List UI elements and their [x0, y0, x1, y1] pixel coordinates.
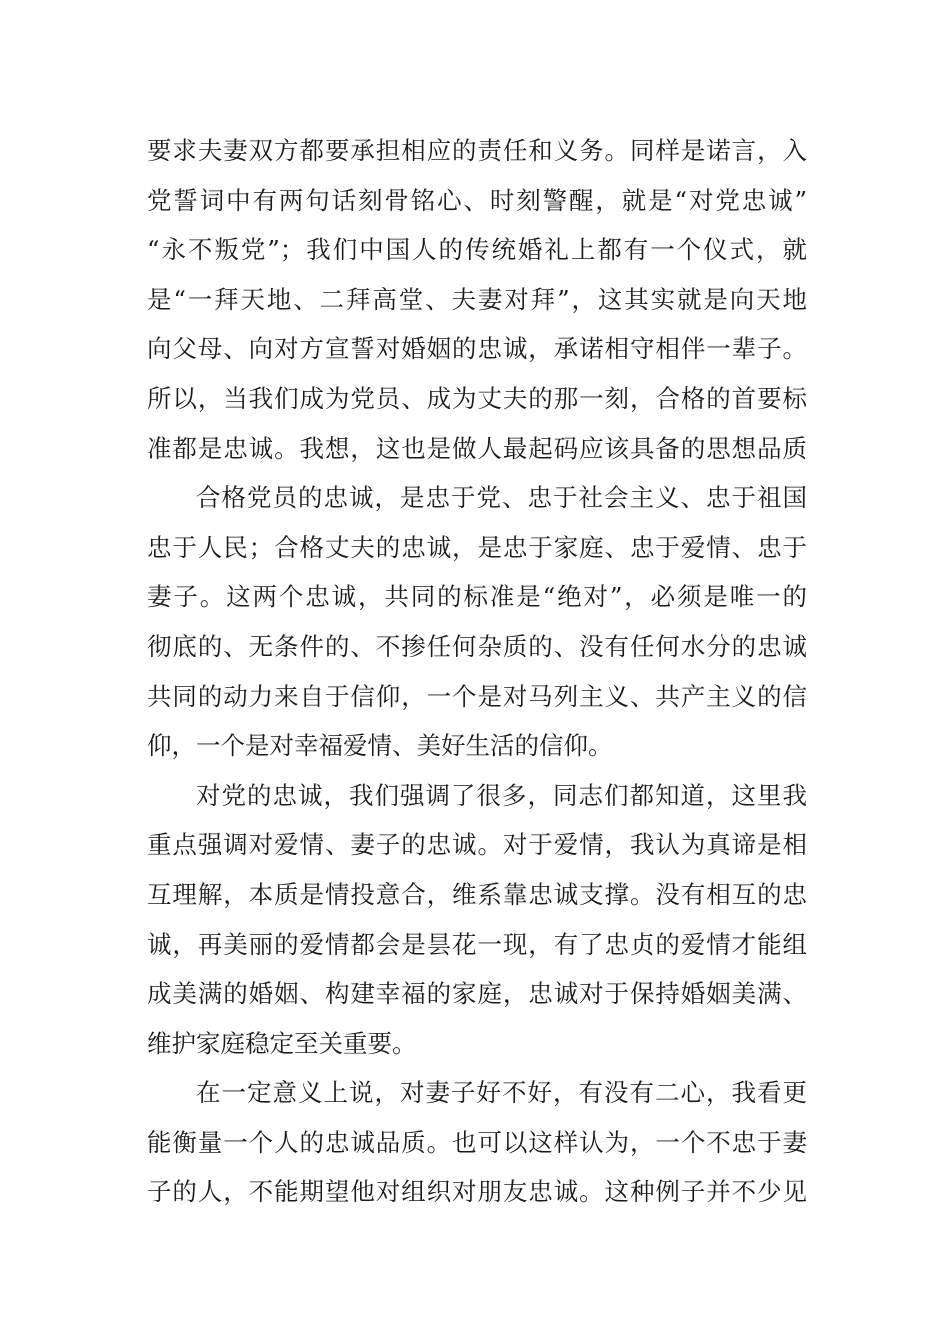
- text-line: 所以，当我们成为党员、成为丈夫的那一刻，合格的首要标: [147, 383, 807, 413]
- text-line: 彻底的、无条件的、不掺任何杂质的、没有任何水分的忠诚: [147, 631, 807, 661]
- paragraph-end-line: 维护家庭稳定至关重要。: [147, 1028, 417, 1058]
- text-line: 诚，再美丽的爱情都会是昙花一现，有了忠贞的爱情才能组: [147, 929, 807, 959]
- text-line: 子的人，不能期望他对组织对朋友忠诚。这种例子并不少见: [147, 1177, 807, 1207]
- text-line: 互理解，本质是情投意合，维系靠忠诚支撑。没有相互的忠: [147, 879, 807, 909]
- text-line: 要求夫妻双方都要承担相应的责任和义务。同样是诺言，入: [147, 136, 807, 165]
- text-line: 妻子。这两个忠诚，共同的标准是“绝对”，必须是唯一的: [147, 582, 807, 612]
- body-text: [147, 126, 807, 1217]
- text-line: 能衡量一个人的忠诚品质。也可以这样认为，一个不忠于妻: [147, 1127, 807, 1157]
- text-line: 准都是忠诚。我想，这也是做人最起码应该具备的思想品质: [147, 433, 807, 463]
- paragraph-start-line: 对党的忠诚，我们强调了很多，同志们都知道，这里我: [196, 780, 807, 810]
- text-line: 向父母、向对方宣誓对婚姻的忠诚，承诺相守相伴一辈子。: [147, 334, 807, 364]
- text-line: “永不叛党”；我们中国人的传统婚礼上都有一个仪式，就: [147, 235, 807, 265]
- paragraph-start-line: 合格党员的忠诚，是忠于党、忠于社会主义、忠于祖国: [196, 483, 807, 513]
- paragraph-end-line: 仰，一个是对幸福爱情、美好生活的信仰。: [147, 731, 613, 761]
- paragraph-start-line: 在一定意义上说，对妻子好不好，有没有二心，我看更: [196, 1078, 807, 1108]
- text-line: 党誓词中有两句话刻骨铭心、时刻警醒，就是“对党忠诚”: [147, 185, 807, 215]
- text-line: 共同的动力来自于信仰，一个是对马列主义、共产主义的信: [147, 681, 807, 711]
- text-line: 成美满的婚姻、构建幸福的家庭，忠诚对于保持婚姻美满、: [147, 979, 807, 1009]
- text-line: 是“一拜天地、二拜高堂、夫妻对拜”，这其实就是向天地: [147, 284, 807, 314]
- text-line: 重点强调对爱情、妻子的忠诚。对于爱情，我认为真谛是相: [147, 830, 807, 860]
- text-line: 忠于人民；合格丈夫的忠诚，是忠于家庭、忠于爱情、忠于: [147, 532, 807, 562]
